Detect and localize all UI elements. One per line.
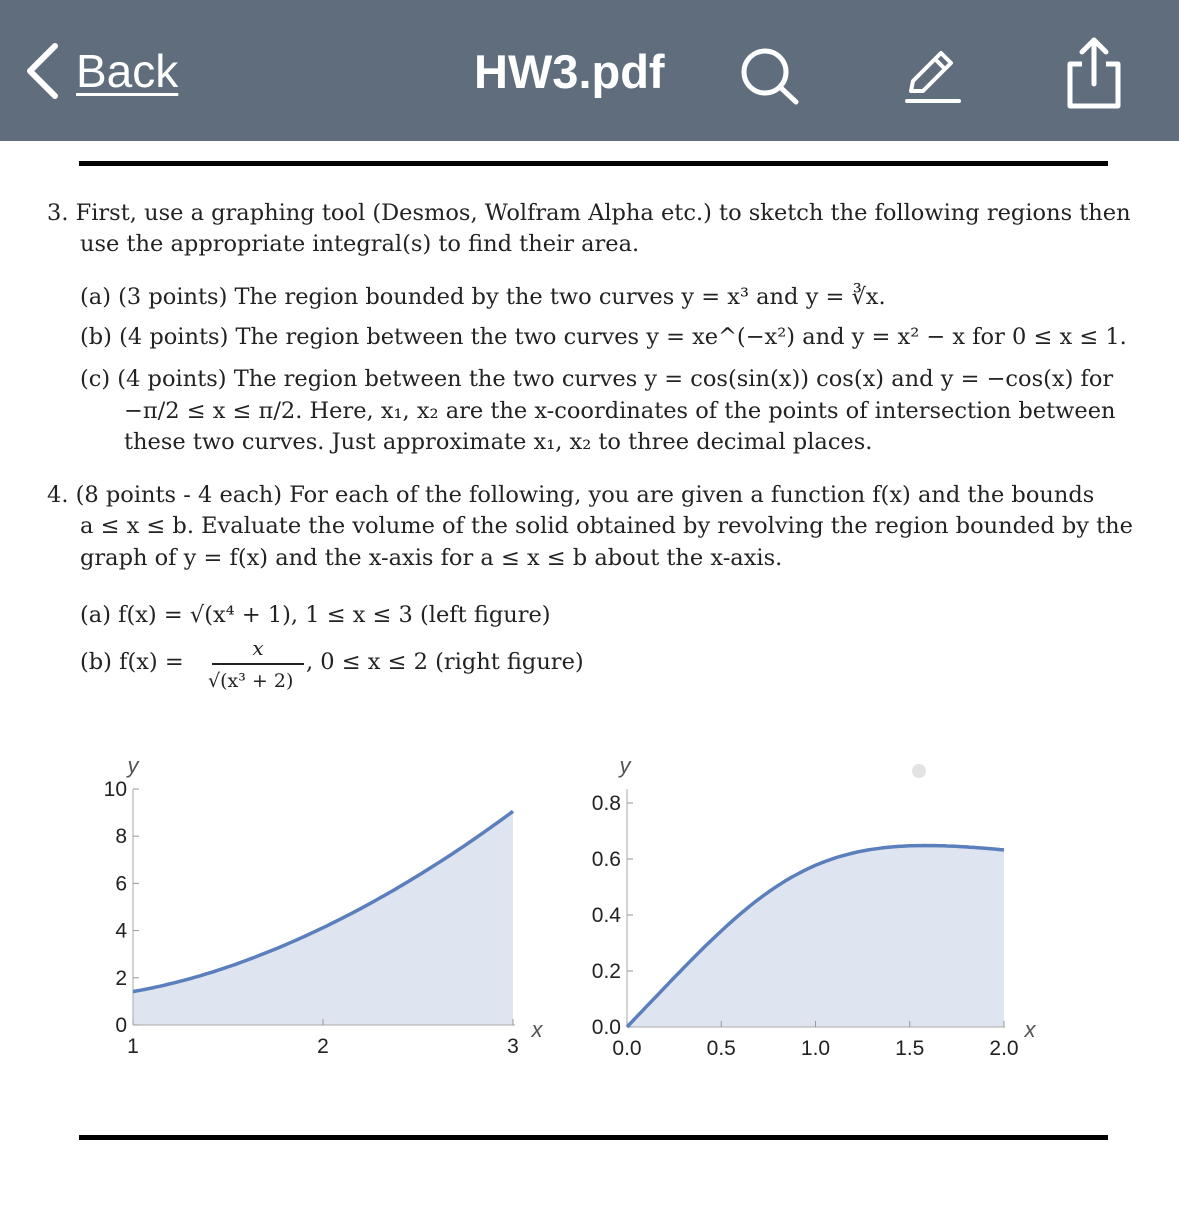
q4-part-b-denominator: √(x³ + 2) (208, 670, 294, 692)
r-y-tick-label: 0.0 (591, 1016, 621, 1039)
q3-part-a: (a) (3 points) The region bounded by the two curves y = x³ and y = ∛x. (80, 284, 886, 310)
q3-part-c-line1: (c) (4 points) The region between the two curves y = cos(sin(x)) cos(x) and y = −cos(x) for (80, 366, 1114, 392)
l-y-tick-label: 2 (115, 966, 127, 990)
pen-icon[interactable] (903, 45, 961, 105)
share-icon[interactable] (1062, 36, 1126, 110)
page-top-rule (79, 161, 1108, 166)
q3-line2: use the appropriate integral(s) to find their area. (80, 231, 640, 257)
l-y-tick-label: 10 (103, 778, 127, 801)
l-x-tick-label: 3 (507, 1035, 519, 1058)
top-bar (0, 0, 1179, 141)
q4-part-b-prefix: (b) f(x) = (80, 649, 184, 675)
chevron-left-icon (24, 42, 60, 100)
r-x-tick-label: 0.5 (706, 1037, 736, 1060)
r-x-tick-label: 0.0 (612, 1037, 642, 1060)
l-x-tick-label: 2 (317, 1035, 329, 1058)
right-area-fill (627, 846, 1004, 1028)
r-y-tick-label: 0.8 (591, 792, 621, 815)
r-x-tick-label: 2.0 (989, 1037, 1019, 1060)
q4-part-b-suffix: , 0 ≤ x ≤ 2 (right figure) (306, 649, 584, 675)
r-x-tick-label: 1.5 (895, 1037, 925, 1060)
back-label: Back (76, 45, 179, 97)
r-y-tick-label: 0.6 (591, 848, 621, 871)
left-figure (90, 745, 570, 1075)
l-y-tick-label: 0 (115, 1014, 127, 1037)
left-area-fill (133, 811, 513, 1025)
q4-part-a: (a) f(x) = √(x⁴ + 1), 1 ≤ x ≤ 3 (left figure) (80, 602, 551, 628)
back-button[interactable] (24, 42, 178, 100)
fraction-bar (212, 663, 304, 665)
r-y-tick-label: 0.4 (591, 904, 621, 927)
right-y-label: y (619, 753, 631, 778)
search-icon[interactable] (738, 45, 802, 105)
q4-part-b-numerator: x (252, 636, 264, 660)
l-y-tick-label: 8 (115, 825, 127, 849)
l-x-tick-label: 1 (127, 1035, 139, 1058)
q3-part-c-line3: these two curves. Just approximate x₁, x₂ to three decimal places. (124, 429, 873, 455)
right-figure (575, 745, 1055, 1075)
page-bottom-rule (79, 1135, 1108, 1140)
q4-line1: 4. (8 points - 4 each) For each of the following, you are given a function f(x) and the bounds (47, 482, 1095, 508)
scroll-indicator-dot (912, 764, 926, 778)
left-y-label: y (127, 753, 139, 778)
l-y-tick-label: 4 (115, 919, 127, 943)
left-x-label: x (531, 1017, 543, 1042)
q3-line1: 3. First, use a graphing tool (Desmos, Wolfram Alpha etc.) to sketch the following regions then (47, 200, 1131, 226)
document-title: HW3.pdf (474, 45, 665, 98)
right-x-label: x (1024, 1017, 1036, 1042)
l-y-tick-label: 6 (115, 872, 127, 896)
r-x-tick-label: 1.0 (800, 1037, 831, 1060)
q3-part-b: (b) (4 points) The region between the two curves y = xe^(−x²) and y = x² − x for 0 ≤ x ≤ 1. (80, 324, 1127, 350)
q4-line2: a ≤ x ≤ b. Evaluate the volume of the solid obtained by revolving the region bounded by the (80, 513, 1133, 539)
r-y-tick-label: 0.2 (591, 960, 621, 983)
q3-part-c-line2: −π/2 ≤ x ≤ π/2. Here, x₁, x₂ are the x-coordinates of the points of intersection between (124, 398, 1116, 424)
q4-line3: graph of y = f(x) and the x-axis for a ≤ x ≤ b about the x-axis. (80, 545, 783, 571)
